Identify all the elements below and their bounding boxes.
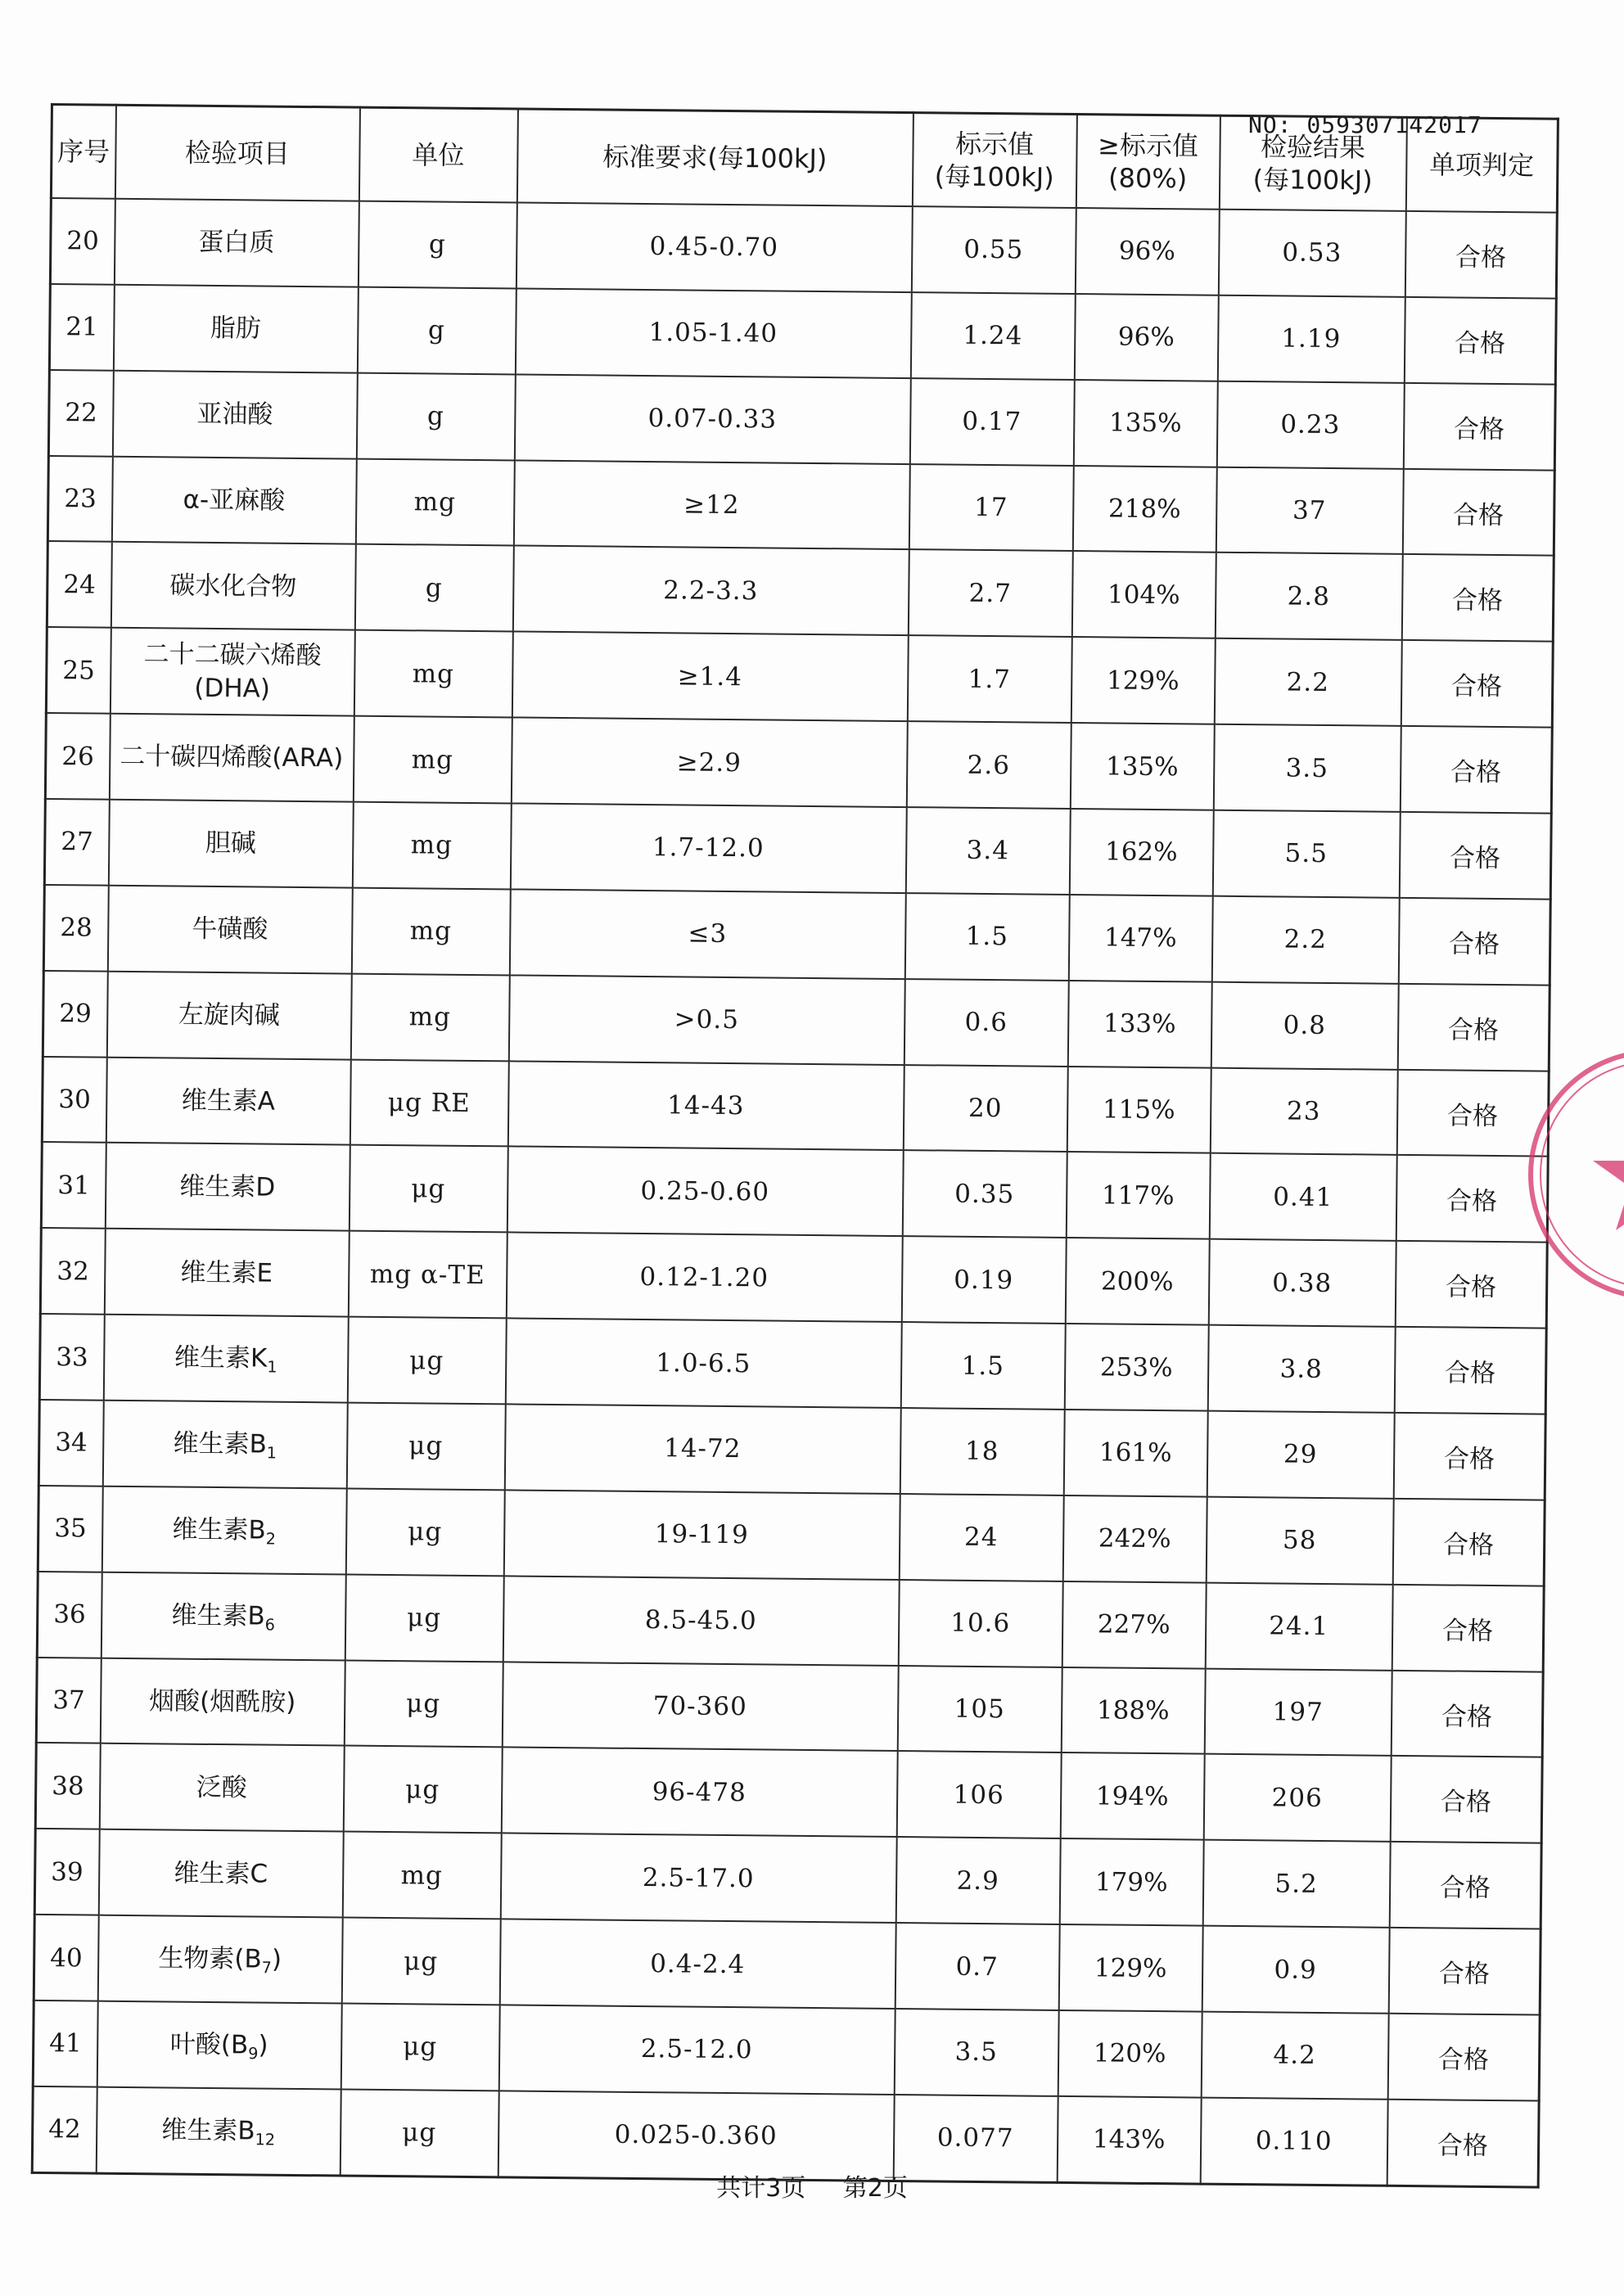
table-row [39,1314,1546,1414]
table-row [33,2001,1540,2101]
item-tail: ) [258,2030,268,2060]
header-percent-line2: (80%) [1107,162,1188,195]
cell-unit: μg [349,1145,508,1233]
cell-label-value: 3.5 [894,2009,1058,2096]
cell-unit: μg [341,2004,499,2091]
cell-percent: 242% [1062,1495,1207,1583]
cell-percent: 227% [1062,1581,1206,1669]
cell-label-value: 1.5 [904,893,1069,981]
cell-unit: mg [355,458,514,546]
item-name: 脂肪 [210,314,262,344]
cell-item [108,800,353,888]
cell-item [102,1401,347,1489]
cell-item [114,199,359,287]
cell-no: 25 [46,627,111,714]
item-name: 维生素B [171,1600,265,1631]
cell-standard: 8.5-45.0 [503,1576,899,1665]
cell-unit: g [356,372,515,460]
cell-label-value: 0.7 [895,1923,1059,2010]
cell-no: 32 [40,1228,105,1315]
cell-judgment: 合格 [1398,898,1550,986]
cell-standard: ≥12 [513,460,909,549]
table-row [50,198,1557,299]
cell-percent: 133% [1067,981,1211,1068]
cell-judgment: 合格 [1387,2100,1539,2187]
cell-unit: mg α-TE [348,1231,507,1319]
cell-result: 0.23 [1216,381,1404,468]
cell-percent: 143% [1057,2096,1201,2184]
footer-current-page: 第2页 [842,2174,908,2203]
table-row [45,713,1552,814]
cell-label-value: 3.4 [905,807,1070,895]
cell-result: 37 [1216,467,1403,554]
cell-standard: 2.5-17.0 [500,1834,896,1923]
header-no: 序号 [51,105,115,199]
cell-result: 2.2 [1211,896,1399,984]
table-header-row [51,105,1558,213]
table-row [42,1057,1549,1157]
cell-item [97,2001,341,2090]
cell-no: 30 [42,1057,106,1143]
cell-label-value: 106 [896,1751,1061,1838]
cell-percent: 194% [1060,1752,1204,1840]
cell-no: 36 [37,1572,102,1658]
cell-unit: mg [354,630,512,718]
cell-item [98,1829,343,1918]
cell-no: 24 [47,541,111,628]
cell-standard: 1.0-6.5 [505,1319,901,1408]
cell-label-value: 2.7 [908,550,1072,638]
item-name: 维生素B [172,1514,266,1545]
table-row [47,456,1554,557]
cell-unit: μg RE [350,1059,508,1147]
cell-judgment: 合格 [1394,1327,1546,1414]
cell-result: 29 [1207,1411,1394,1499]
cell-no: 27 [44,799,109,886]
cell-no: 26 [45,713,110,800]
cell-label-value: 1.7 [907,635,1071,723]
cell-result: 0.9 [1202,1926,1389,2014]
header-result [1219,115,1406,211]
cell-result: 1.19 [1217,295,1405,383]
item-subscript: 9 [248,2044,259,2064]
cell-item [97,1915,342,2004]
table-row [48,370,1555,471]
cell-no: 31 [41,1142,106,1229]
cell-item [110,628,354,716]
inspection-seal [1518,1040,1624,1310]
item-name: 维生素A [181,1085,276,1116]
cell-standard: 1.05-1.40 [515,288,911,377]
cell-result: 4.2 [1201,2012,1388,2100]
cell-standard: >0.5 [508,975,904,1064]
cell-item [111,542,355,630]
cell-unit: μg [345,1488,504,1576]
item-name: 烟酸(烟酰胺) [148,1686,296,1717]
table-row [49,284,1556,385]
cell-no: 40 [34,1915,98,2001]
cell-item [113,285,358,373]
item-name: 左旋肉碱 [178,999,280,1031]
cell-judgment: 合格 [1387,2014,1540,2101]
table-row [35,1743,1542,1843]
item-name: α-亚麻酸 [183,485,286,516]
cell-judgment: 合格 [1404,297,1556,385]
cell-standard: 0.4-2.4 [499,1919,895,2009]
cell-judgment: 合格 [1391,1670,1543,1757]
cell-item [112,370,357,458]
header-label-value [912,113,1076,208]
cell-judgment: 合格 [1399,812,1551,900]
cell-standard: ≤3 [509,889,905,978]
cell-item [109,714,354,802]
table-row [47,541,1554,642]
cell-item [96,2087,341,2176]
cell-judgment: 合格 [1388,1928,1541,2015]
cell-item [106,1057,350,1145]
cell-standard: 2.5-12.0 [498,2005,895,2094]
cell-label-value: 1.24 [910,292,1075,380]
cell-label-value: 17 [909,464,1073,552]
cell-no: 41 [33,2001,97,2087]
item-subscript: 7 [261,1958,272,1978]
table-row [34,1915,1541,2015]
cell-no: 28 [43,885,108,972]
cell-judgment: 合格 [1401,554,1554,642]
cell-result: 0.110 [1200,2098,1387,2186]
cell-result: 0.8 [1211,981,1398,1069]
cell-unit: μg [345,1574,503,1662]
cell-judgment: 合格 [1393,1413,1545,1500]
cell-percent: 104% [1071,551,1216,638]
cell-percent: 135% [1073,380,1217,467]
item-name: 二十碳四烯酸(ARA) [120,742,344,774]
cell-unit: μg [340,2089,498,2176]
cell-standard: 1.7-12.0 [510,803,906,892]
cell-result: 24.1 [1205,1582,1392,1670]
cell-unit: μg [344,1660,503,1748]
table-row [38,1400,1545,1500]
cell-unit: g [357,286,516,374]
table-row [34,1829,1541,1929]
cell-no: 38 [35,1743,100,1829]
table-row [37,1572,1544,1672]
inspection-table-wrapper [31,103,1557,2189]
table-row [36,1658,1543,1758]
cell-no: 35 [38,1486,102,1572]
cell-percent: 200% [1065,1238,1209,1325]
table-row [43,971,1550,1071]
table-row [38,1486,1545,1586]
cell-result: 23 [1210,1067,1397,1155]
cell-no: 22 [48,370,113,457]
table-row [41,1142,1548,1243]
item-name: 维生素B [173,1428,267,1459]
cell-result: 58 [1206,1497,1393,1585]
item-subscript: 6 [264,1615,276,1635]
cell-percent: 147% [1068,895,1212,982]
cell-unit: mg [351,887,510,975]
item-name-line2: (DHA) [194,673,271,704]
item-name: 蛋白质 [198,228,275,258]
cell-judgment: 合格 [1397,984,1550,1071]
footer-total-pages: 共计3页 [716,2174,806,2203]
cell-judgment: 合格 [1401,640,1553,728]
cell-result: 3.8 [1207,1325,1395,1413]
cell-item [104,1229,349,1317]
cell-no: 29 [43,971,107,1058]
header-judgment: 单项判定 [1405,117,1558,212]
cell-item [106,971,351,1059]
item-name: 维生素B [161,2115,255,2146]
header-label-value-line1: 标示值 [954,128,1035,160]
item-name: 生物素(B [158,1943,262,1975]
cell-percent: 135% [1070,723,1214,810]
cell-unit: μg [343,1746,502,1834]
cell-standard: 0.025-0.360 [498,2091,894,2181]
cell-standard: 96-478 [501,1748,897,1837]
cell-unit: mg [353,716,512,804]
item-name: 泛酸 [196,1772,247,1803]
cell-no: 34 [38,1400,103,1486]
cell-judgment: 合格 [1389,1842,1541,1929]
item-subscript: 1 [266,1443,277,1463]
cell-percent: 188% [1061,1667,1205,1755]
item-name: 牛磺酸 [192,913,268,945]
cell-no: 37 [36,1658,101,1744]
item-name: 维生素C [174,1858,268,1889]
cell-no: 20 [50,198,115,285]
cell-standard: ≥2.9 [511,718,907,807]
cell-judgment: 合格 [1402,468,1554,556]
cell-unit: mg [352,802,511,890]
cell-percent: 96% [1074,294,1218,381]
cell-item [101,1572,345,1660]
cell-percent: 96% [1075,208,1219,295]
cell-standard: 70-360 [502,1662,898,1751]
item-name: 二十二碳六烯酸 [143,639,322,671]
cell-standard: 2.2-3.3 [512,546,909,635]
cell-item [99,1743,344,1832]
cell-unit: μg [347,1317,506,1405]
cell-percent: 117% [1066,1152,1210,1239]
cell-unit: mg [350,973,509,1061]
item-subscript: 1 [267,1357,277,1377]
cell-percent: 253% [1064,1324,1208,1411]
header-result-line1: 检验结果 [1260,131,1366,164]
cell-standard: 0.12-1.20 [506,1233,902,1322]
cell-standard: 14-72 [504,1404,900,1493]
cell-no: 33 [39,1314,104,1401]
inspection-table [31,103,1559,2189]
cell-label-value: 10.6 [898,1580,1062,1667]
header-percent [1076,115,1220,210]
cell-judgment: 合格 [1396,1155,1548,1243]
cell-percent: 120% [1058,2010,1202,2098]
cell-item [105,1143,350,1231]
table-row [40,1228,1547,1328]
cell-result: 0.38 [1208,1239,1396,1327]
cell-unit: μg [341,1918,500,2005]
cell-standard: 0.07-0.33 [514,374,910,463]
cell-standard: 14-43 [508,1061,904,1150]
item-name: 碳水化合物 [169,571,297,602]
cell-item [107,886,352,974]
cell-result: 197 [1204,1668,1392,1756]
item-name: 维生素D [179,1171,276,1202]
cell-standard: 19-119 [503,1490,900,1579]
cell-percent: 129% [1058,1924,1202,2012]
cell-no: 23 [47,456,112,543]
cell-judgment: 合格 [1390,1756,1542,1843]
cell-no: 21 [49,284,114,371]
cell-judgment: 合格 [1405,211,1557,299]
header-percent-line1: ≥标示值 [1097,129,1199,162]
cell-result: 206 [1203,1754,1391,1842]
cell-label-value: 0.17 [909,378,1074,466]
cell-percent: 179% [1059,1838,1203,1926]
cell-percent: 162% [1069,809,1213,896]
page-footer [0,2167,1624,2204]
cell-judgment: 合格 [1392,1585,1544,1672]
cell-judgment: 合格 [1403,383,1555,471]
item-name: 维生素E [180,1257,273,1288]
header-label-value-line2: (每100kJ) [934,160,1054,193]
cell-item [102,1486,346,1575]
cell-standard: 0.45-0.70 [516,202,912,291]
cell-no: 42 [32,2086,97,2173]
cell-label-value: 105 [897,1666,1062,1753]
cell-result: 0.41 [1209,1153,1396,1241]
cell-judgment: 合格 [1395,1241,1547,1328]
cell-label-value: 2.9 [895,1837,1060,1924]
cell-percent: 161% [1063,1410,1207,1497]
table-row [43,885,1550,986]
header-item: 检验项目 [115,105,359,201]
cell-item [111,456,356,544]
cell-label-value: 20 [903,1065,1067,1153]
table-row [44,799,1551,900]
cell-result: 2.2 [1214,638,1401,726]
cell-judgment: 合格 [1392,1499,1545,1586]
item-name: 叶酸(B [169,2029,249,2060]
cell-result: 5.2 [1202,1840,1390,1928]
cell-item [100,1658,345,1746]
header-standard: 标准要求(每100kJ) [517,109,913,206]
header-unit: 单位 [359,107,517,202]
cell-percent: 218% [1072,466,1216,553]
item-subscript: 2 [265,1529,277,1549]
item-name: 维生素K [174,1342,268,1374]
cell-judgment: 合格 [1396,1069,1549,1157]
header-result-line2: (每100kJ) [1252,164,1373,196]
cell-label-value: 18 [900,1408,1064,1495]
item-subscript: 12 [255,2130,276,2149]
cell-label-value: 0.077 [893,2095,1058,2183]
cell-no: 39 [34,1829,99,1915]
cell-standard: 0.25-0.60 [507,1147,903,1236]
cell-label-value: 2.6 [906,721,1071,809]
cell-result: 3.5 [1213,724,1401,812]
cell-unit: mg [342,1832,501,1919]
report-number: NO: 059307142017 [1248,111,1482,138]
cell-label-value: 0.35 [902,1151,1067,1238]
cell-label-value: 24 [899,1494,1063,1581]
cell-unit: μg [346,1403,505,1491]
cell-label-value: 0.19 [901,1236,1066,1324]
cell-standard: ≥1.4 [512,632,908,721]
cell-unit: g [354,544,513,632]
cell-item [103,1315,348,1403]
cell-result: 0.53 [1218,210,1405,297]
table-row [46,627,1553,728]
cell-percent: 115% [1067,1067,1211,1154]
item-name: 胆碱 [205,828,256,859]
cell-label-value: 0.55 [911,206,1076,294]
item-name: 亚油酸 [196,399,273,430]
cell-percent: 129% [1071,637,1215,724]
cell-result: 5.5 [1212,810,1400,898]
cell-result: 2.8 [1215,553,1402,640]
item-tail: ) [271,1945,282,1975]
cell-label-value: 0.6 [904,979,1068,1067]
table-body [32,198,1557,2187]
cell-label-value: 1.5 [900,1322,1065,1410]
cell-unit: g [358,201,517,289]
cell-judgment: 合格 [1400,726,1552,814]
